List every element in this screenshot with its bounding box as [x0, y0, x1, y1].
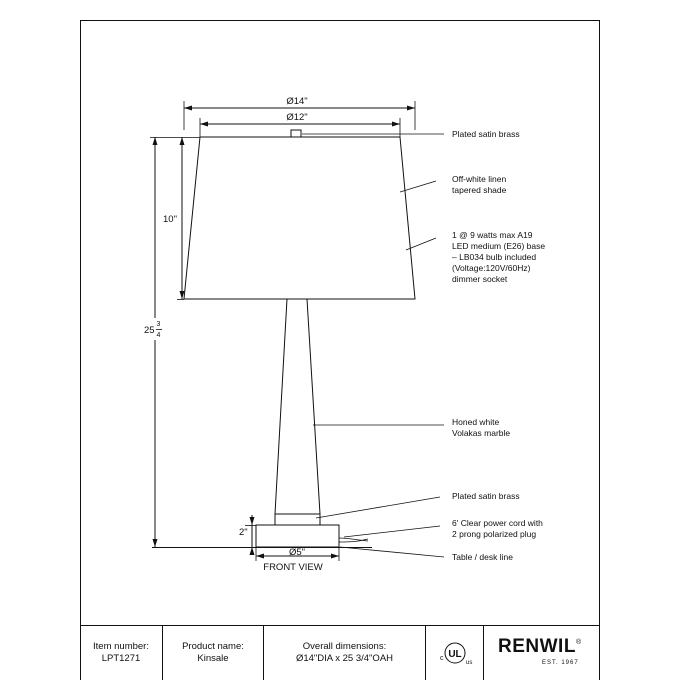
- leader-shade: [400, 181, 436, 192]
- overall-dimensions-cell: [263, 626, 425, 680]
- dim-label-5: Ø5": [288, 547, 306, 558]
- overall-dimensions-label: Overall dimensions:: [302, 641, 387, 652]
- callout-line: Off-white linen: [452, 174, 507, 184]
- dim-label-12: Ø12": [286, 112, 308, 123]
- product-name-label: Product name:: [182, 641, 244, 652]
- svg-text:us: us: [465, 660, 472, 666]
- dim-label-overall: 25: [144, 325, 155, 336]
- callout-table-line: [452, 552, 513, 562]
- power-cord: [339, 538, 368, 542]
- svg-text:UL: UL: [447, 649, 462, 660]
- drawing-border: [81, 21, 600, 680]
- dim-label-2: 2": [239, 527, 248, 538]
- callout-line: LED medium (E26) base: [452, 241, 546, 251]
- leader-cord: [344, 526, 440, 537]
- dim-label-overall-num: 3: [156, 321, 161, 328]
- arrow: [200, 122, 208, 127]
- arrow: [250, 547, 255, 555]
- brand-logo: [498, 637, 581, 657]
- svg-text:c: c: [439, 655, 443, 662]
- callout-line: Plated satin brass: [452, 491, 520, 501]
- title-block: [80, 625, 600, 680]
- callout-line: Table / desk line: [452, 552, 513, 562]
- arrow: [407, 106, 415, 111]
- callout-line: 1 @ 9 watts max A19: [452, 230, 533, 240]
- registered-mark: ®: [575, 639, 582, 646]
- arrow: [153, 137, 158, 145]
- item-number-value: LPT1271: [101, 653, 141, 664]
- item-number-label: Item number:: [93, 641, 149, 652]
- callout-line: dimmer socket: [452, 274, 508, 284]
- callout-marble: [452, 417, 510, 438]
- lamp-base: [256, 525, 339, 547]
- cert-cell: [425, 626, 483, 680]
- arrow: [180, 137, 185, 145]
- arrow: [153, 539, 158, 547]
- callout-line: 2 prong polarized plug: [452, 529, 537, 539]
- dim-label-overall-den: 4: [156, 332, 161, 339]
- lamp-body: [275, 299, 320, 514]
- callout-line: Volakas marble: [452, 428, 511, 438]
- ul-certification-icon: [435, 638, 475, 668]
- callout-line: tapered shade: [452, 185, 507, 195]
- leader-collar: [316, 497, 440, 518]
- lamp-shade: [184, 137, 415, 299]
- overall-dimensions-value: Ø14"DIA x 25 3/4"OAH: [295, 653, 394, 664]
- callout-bulb: [452, 230, 545, 284]
- callout-line: Honed white: [452, 417, 500, 427]
- dim-label-10: 10": [163, 214, 177, 225]
- dim-label-14: Ø14": [286, 96, 308, 107]
- leader-table: [340, 547, 444, 557]
- callout-power-cord: [452, 518, 543, 539]
- callout-shade: [452, 174, 507, 195]
- item-number-cell: [80, 626, 162, 680]
- brand-name: RENWIL: [498, 636, 576, 657]
- arrow: [256, 554, 264, 559]
- callout-line: – LB034 bulb included: [452, 252, 537, 262]
- product-name-value: Kinsale: [197, 653, 229, 664]
- arrow: [184, 106, 192, 111]
- callout-plated-brass-top: [452, 129, 520, 139]
- brass-collar: [275, 514, 320, 525]
- arrow: [392, 122, 400, 127]
- product-name-cell: [162, 626, 263, 680]
- arrow: [250, 517, 255, 525]
- callout-plated-brass-base: [452, 491, 520, 501]
- callout-line: (Voltage:120V/60Hz): [452, 263, 531, 273]
- callout-line: Plated satin brass: [452, 129, 520, 139]
- arrow: [331, 554, 339, 559]
- callout-line: 6' Clear power cord with: [452, 518, 543, 528]
- finial: [291, 130, 301, 137]
- brand-est: EST. 1967: [542, 660, 579, 666]
- brand-cell: [483, 626, 600, 680]
- view-label: FRONT VIEW: [263, 562, 323, 573]
- leader-bulb: [406, 238, 436, 250]
